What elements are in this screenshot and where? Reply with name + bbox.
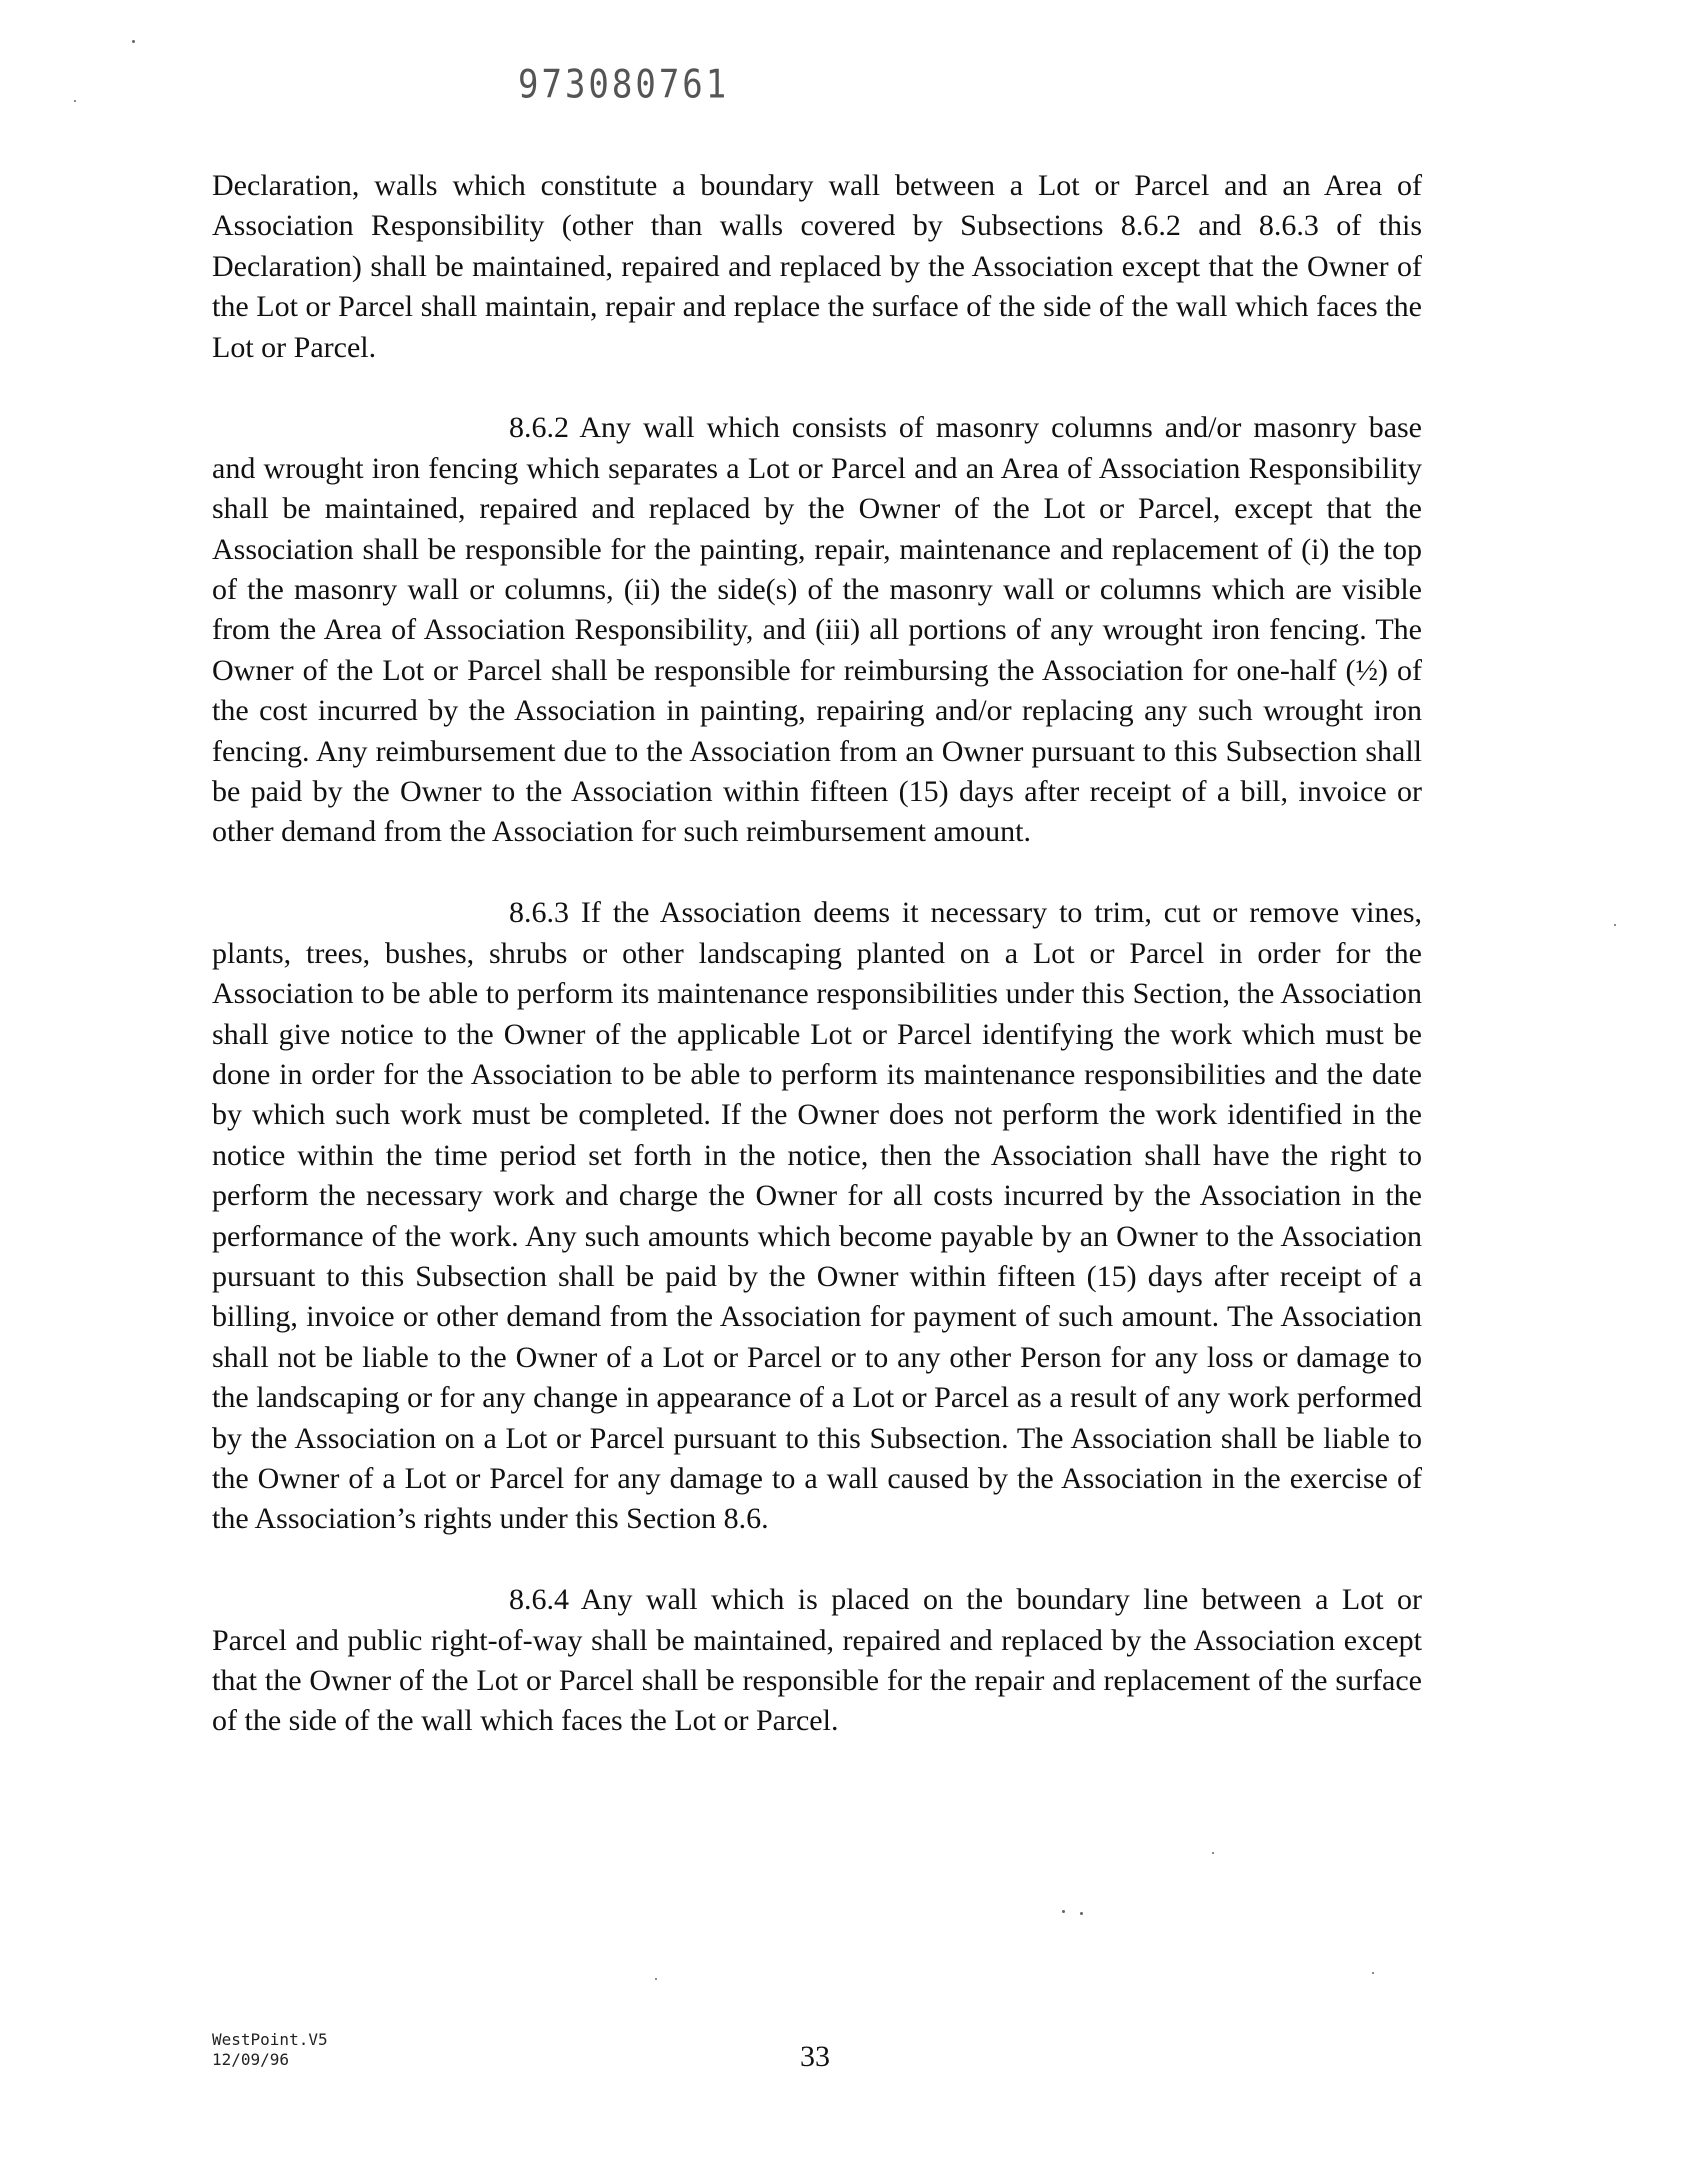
document-body	[212, 166, 1422, 1782]
scan-speck	[1614, 924, 1616, 926]
scan-speck	[74, 100, 76, 102]
scan-speck	[1080, 1912, 1083, 1915]
scan-speck	[1062, 1910, 1065, 1913]
paragraph-8-6-3: 8.6.3 If the Association deems it necessary to trim, cut or remove vines, plants, trees, bushes, shrubs or other landscaping planted on a Lot or Parcel in order for the Association to be able to perform its maintenance responsibilities under this Section, the Association shall give notice to the Owner of the applicable Lot or Parcel identifying the work which must be done in order for the Association to be able to perform its maintenance responsibilities and the date by which such work must be completed. If the Owner does not perform the work identified in the notice within the time period set forth in the notice, then the Association shall have the right to perform the necessary work and charge the Owner for all costs incurred by the Association in the performance of the work. Any such amounts which become payable by an Owner to the Association pursuant to this Subsection shall be paid by the Owner within fifteen (15) days after receipt of a billing, invoice or other demand from the Association for payment of such amount. The Association shall not be liable to the Owner of a Lot or Parcel or to any other Person for any loss or damage to the landscaping or for any change in appearance of a Lot or Parcel as a result of any work performed by the Association on a Lot or Parcel pursuant to this Subsection. The Association shall be liable to the Owner of a Lot or Parcel for any damage to a wall caused by the Association in the exercise of the Association’s rights under this Section 8.6.	[212, 896, 1422, 1536]
paragraph-declaration-continuation: Declaration, walls which constitute a boundary wall between a Lot or Parcel and an Area of Association Responsibility (other than walls covered by Subsections 8.6.2 and 8.6.3 of this Declaration) shall be maintained, repaired and replaced by the Association except that the Owner of the Lot or Parcel shall maintain, repair and replace the surface of the side of the wall which faces the Lot or Parcel.	[212, 169, 1422, 364]
scan-speck	[1372, 1972, 1374, 1974]
scan-speck	[655, 1978, 657, 1980]
paragraph-8-6-2: 8.6.2 Any wall which consists of masonry columns and/or masonry base and wrought iron fencing which separates a Lot or Parcel and an Area of Association Responsibility shall be maintained, repaired and replaced by the Owner of the Lot or Parcel, except that the Association shall be responsible for the painting, repair, maintenance and replacement of (i) the top of the masonry wall or columns, (ii) the side(s) of the masonry wall or columns which are visible from the Area of Association Responsibility, and (iii) all portions of any wrought iron fencing. The Owner of the Lot or Parcel shall be responsible for reimbursing the Association for one-half (½) of the cost incurred by the Association in painting, repairing and/or replacing any such wrought iron fencing. Any reimbursement due to the Association from an Owner pursuant to this Subsection shall be paid by the Owner to the Association within fifteen (15) days after receipt of a bill, invoice or other demand from the Association for such reimbursement amount.	[212, 411, 1422, 849]
paragraph-8-6-4: 8.6.4 Any wall which is placed on the boundary line between a Lot or Parcel and public right-of-way shall be maintained, repaired and replaced by the Association except that the Owner of the Lot or Parcel shall be responsible for the repair and replacement of the surface of the side of the wall which faces the Lot or Parcel.	[212, 1583, 1422, 1738]
footer-file-info	[212, 2030, 328, 2070]
document-number: 973080761	[518, 62, 730, 108]
page-number: 33	[800, 2040, 830, 2073]
footer-file-name: WestPoint.V5	[212, 2030, 328, 2049]
scan-speck	[132, 40, 135, 43]
scan-speck	[1212, 1852, 1214, 1854]
footer-date: 12/09/96	[212, 2050, 290, 2069]
